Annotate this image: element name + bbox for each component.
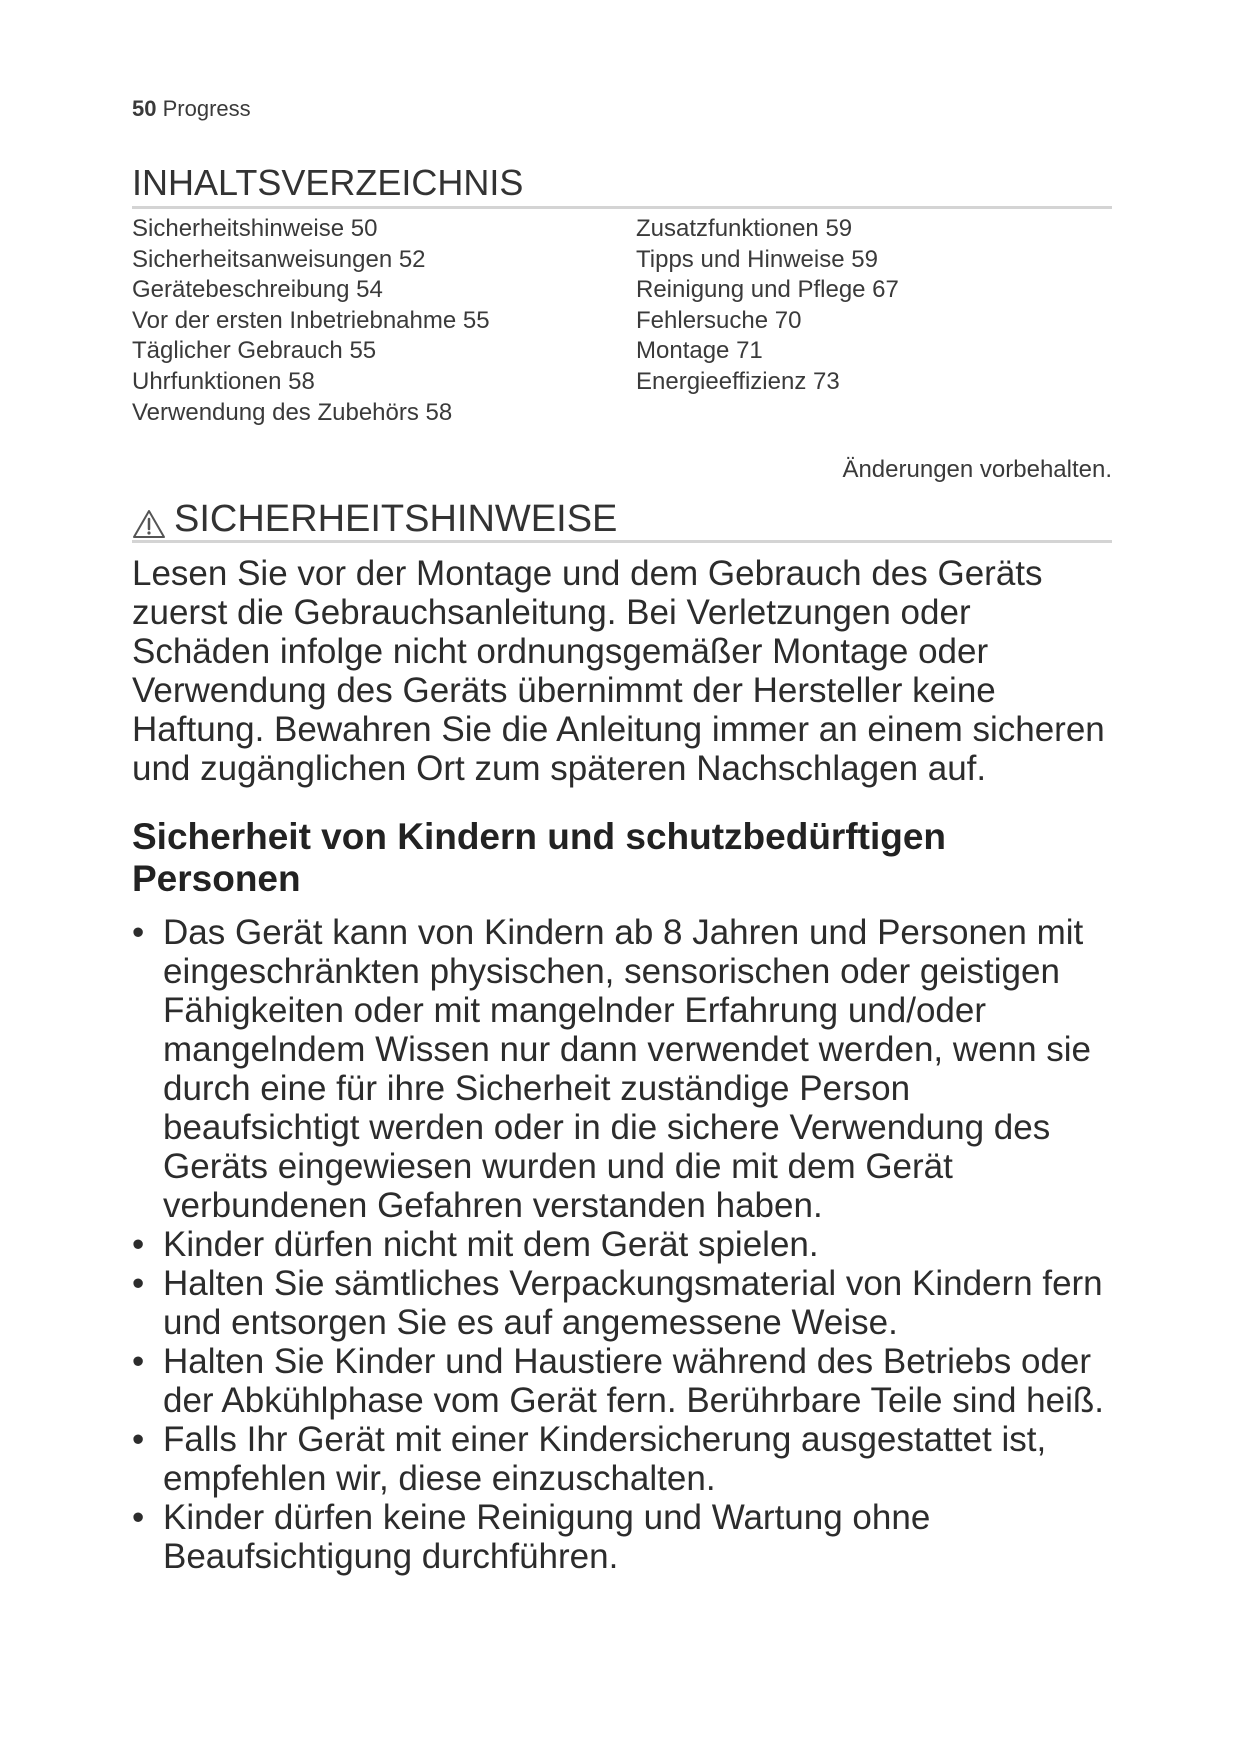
list-item-text: Das Gerät kann von Kindern ab 8 Jahren und Personen mit eingeschränkten physischen, sensorischen oder geistigen Fähigkeiten oder mit mangelnder Erfahrung und/oder mangelndem Wissen nur dann verwendet werden, wenn sie durch eine für ihre Sicherheit zuständige Person beaufsichtigt werden oder in die sichere Verwendung des Geräts eingewiesen wurden und die mit dem Gerät verbundenen Gefahren verstanden haben. bbox=[163, 913, 1092, 1225]
toc-item[interactable]: Sicherheitsanweisungen 52 bbox=[132, 245, 426, 273]
list-item-text: Kinder dürfen keine Reinigung und Wartung ohne Beaufsichtigung durchführen. bbox=[163, 1498, 931, 1576]
toc-item[interactable]: Sicherheitshinweise 50 bbox=[132, 215, 378, 242]
bullet-icon: • bbox=[132, 1420, 145, 1459]
bullet-icon: • bbox=[132, 1498, 145, 1537]
list-item bbox=[132, 913, 1112, 1225]
safety-heading bbox=[132, 497, 617, 541]
list-item-text: Falls Ihr Gerät mit einer Kindersicherung ausgestattet ist, empfehlen wir, diese einzuschalten. bbox=[163, 1420, 1047, 1498]
brand-name: Progress bbox=[162, 96, 251, 121]
child-safety-list bbox=[132, 913, 1112, 1576]
toc-left-column bbox=[132, 214, 490, 428]
toc-item[interactable]: Verwendung des Zubehörs 58 bbox=[132, 398, 453, 426]
list-item-text: Halten Sie Kinder und Haustiere während des Betriebs oder der Abkühlphase vom Gerät fern. Berührbare Teile sind heiß. bbox=[163, 1342, 1104, 1420]
safety-heading-text: SICHERHEITSHINWEISE bbox=[174, 498, 618, 540]
bullet-icon: • bbox=[132, 1342, 145, 1381]
safety-intro-paragraph: Lesen Sie vor der Montage und dem Gebrauch des Geräts zuerst die Gebrauchsanleitung. Bei Verletzungen oder Schäden infolge nicht ordnungsgemäßer Montage oder Verwendung des Geräts übernimmt der Hersteller keine Haftung. Bewahren Sie die Anleitung immer an einem sicheren und zugänglichen Ort zum späteren Nachschlagen auf. bbox=[132, 554, 1105, 788]
child-safety-subheading: Sicherheit von Kindern und schutzbedürftigen Personen bbox=[132, 816, 947, 899]
list-item bbox=[132, 1264, 1112, 1342]
changes-note: Änderungen vorbehalten. bbox=[842, 456, 1112, 483]
list-item-text: Halten Sie sämtliches Verpackungsmaterial von Kindern fern und entsorgen Sie es auf angemessene Weise. bbox=[163, 1264, 1103, 1342]
toc-item[interactable]: Energieeffizienz 73 bbox=[636, 367, 840, 395]
toc-item[interactable]: Fehlersuche 70 bbox=[636, 306, 802, 334]
toc-item[interactable]: Gerätebeschreibung 54 bbox=[132, 276, 383, 304]
warning-triangle-icon bbox=[132, 505, 166, 535]
toc-item[interactable]: Tipps und Hinweise 59 bbox=[636, 245, 878, 273]
toc-item[interactable]: Vor der ersten Inbetriebnahme 55 bbox=[132, 306, 490, 334]
bullet-icon: • bbox=[132, 913, 145, 952]
page-header bbox=[132, 96, 251, 122]
bullet-icon: • bbox=[132, 1225, 145, 1264]
list-item bbox=[132, 1498, 1112, 1576]
bullet-icon: • bbox=[132, 1264, 145, 1303]
toc-right-column bbox=[636, 214, 899, 398]
safety-divider bbox=[132, 540, 1112, 543]
page-number: 50 bbox=[132, 96, 157, 121]
toc-title: INHALTSVERZEICHNIS bbox=[132, 162, 524, 203]
toc-item[interactable]: Montage 71 bbox=[636, 337, 763, 365]
list-item-text: Kinder dürfen nicht mit dem Gerät spielen. bbox=[163, 1225, 819, 1264]
list-item bbox=[132, 1342, 1112, 1420]
toc-divider bbox=[132, 206, 1112, 209]
toc-item[interactable]: Uhrfunktionen 58 bbox=[132, 367, 315, 395]
list-item bbox=[132, 1420, 1112, 1498]
toc-item[interactable]: Zusatzfunktionen 59 bbox=[636, 215, 853, 242]
toc-item[interactable]: Täglicher Gebrauch 55 bbox=[132, 337, 377, 365]
list-item bbox=[132, 1225, 1112, 1264]
toc-item[interactable]: Reinigung und Pflege 67 bbox=[636, 276, 899, 304]
